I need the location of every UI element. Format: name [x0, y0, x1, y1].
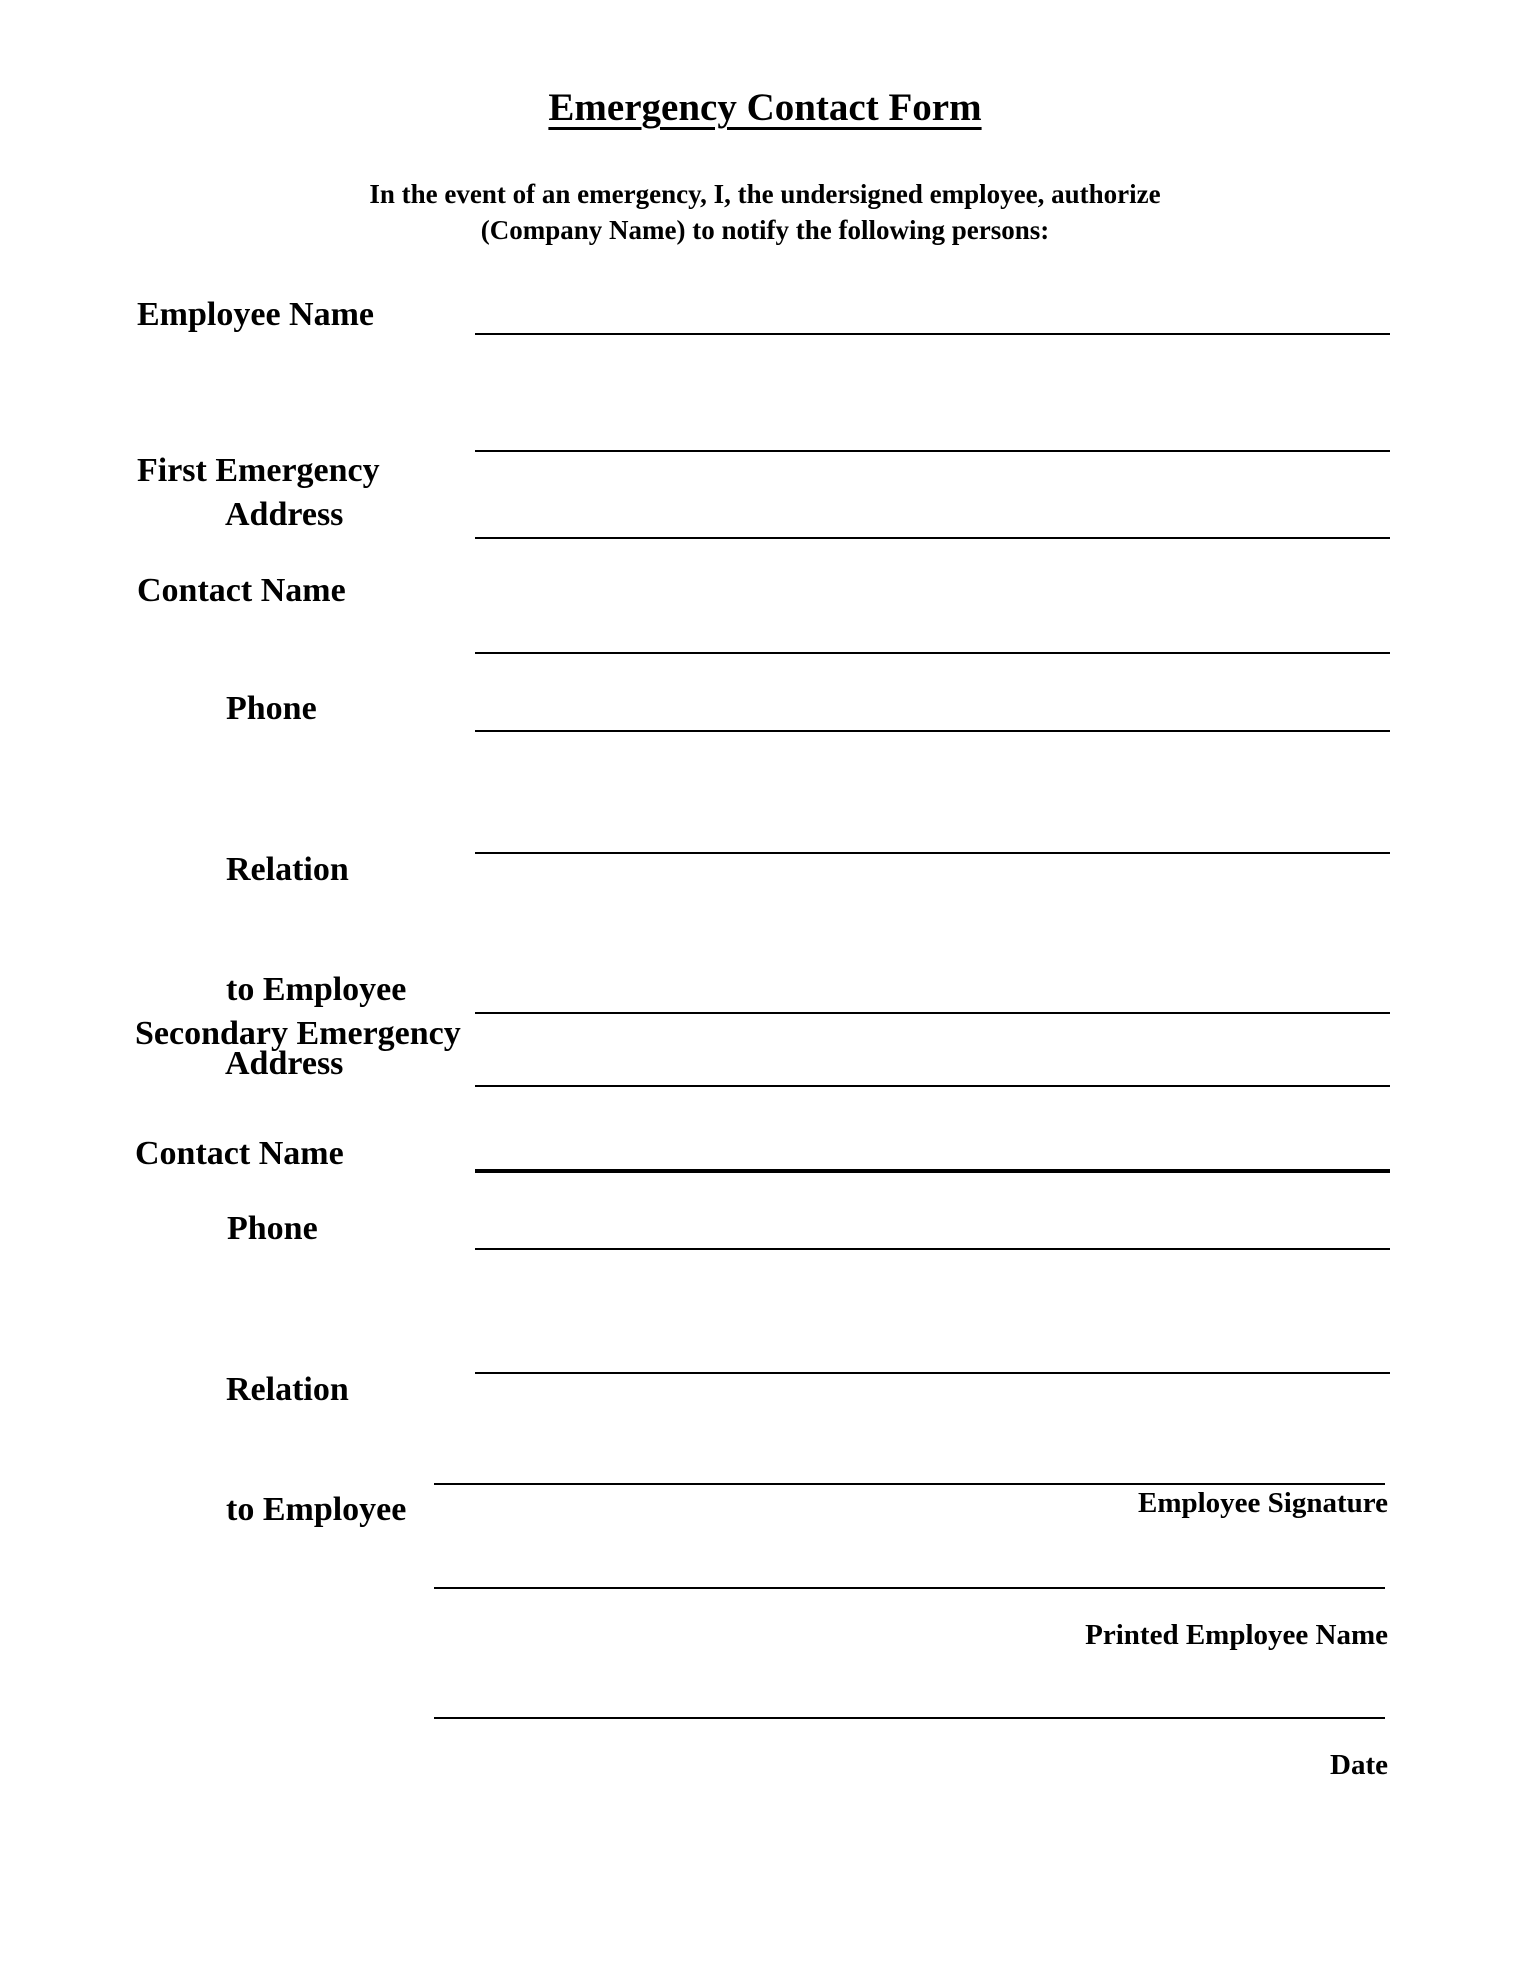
secondary-contact-name-label [135, 934, 461, 1254]
first-address-input-line-2[interactable] [475, 652, 1390, 654]
secondary-address-input-line-1[interactable] [475, 1085, 1390, 1087]
secondary-address-label: Address [225, 1045, 344, 1082]
secondary-contact-name-input-line[interactable] [475, 1012, 1390, 1014]
first-phone-label: Phone [226, 690, 317, 727]
secondary-contact-name-label-line2: Contact Name [135, 1135, 344, 1172]
first-contact-name-input-line[interactable] [475, 450, 1390, 452]
employee-name-label: Employee Name [137, 296, 375, 333]
first-contact-name-label-line1: First Emergency [137, 452, 380, 489]
date-input-line[interactable] [434, 1717, 1385, 1719]
first-relation-label-line2: to Employee [226, 971, 407, 1008]
secondary-relation-input-line[interactable] [475, 1372, 1390, 1374]
secondary-contact-name-label-line1: Secondary Emergency [135, 1015, 461, 1052]
form-title: Emergency Contact Form [548, 86, 982, 129]
first-address-label: Address [225, 496, 344, 533]
first-relation-label-line1: Relation [226, 851, 349, 888]
date-label: Date [1330, 1749, 1388, 1781]
secondary-phone-label: Phone [227, 1210, 318, 1247]
secondary-relation-label-line2: to Employee [226, 1491, 407, 1528]
first-phone-input-line[interactable] [475, 730, 1390, 732]
printed-employee-name-label: Printed Employee Name [1085, 1619, 1388, 1651]
employee-signature-input-line[interactable] [434, 1483, 1385, 1485]
first-address-input-line-1[interactable] [475, 537, 1390, 539]
secondary-relation-label [226, 1290, 406, 1610]
employee-signature-label: Employee Signature [1138, 1487, 1388, 1519]
employee-name-input-line[interactable] [475, 333, 1390, 335]
first-relation-input-line[interactable] [475, 852, 1390, 854]
intro-line-2: (Company Name) to notify the following persons: [480, 215, 1050, 245]
form-intro [0, 176, 1530, 248]
secondary-address-input-line-2[interactable] [475, 1169, 1390, 1173]
secondary-phone-input-line[interactable] [475, 1248, 1390, 1250]
first-contact-name-label-line2: Contact Name [137, 572, 346, 609]
secondary-relation-label-line1: Relation [226, 1371, 349, 1408]
intro-line-1: In the event of an emergency, I, the undersigned employee, authorize [369, 179, 1161, 209]
printed-employee-name-input-line[interactable] [434, 1587, 1385, 1589]
